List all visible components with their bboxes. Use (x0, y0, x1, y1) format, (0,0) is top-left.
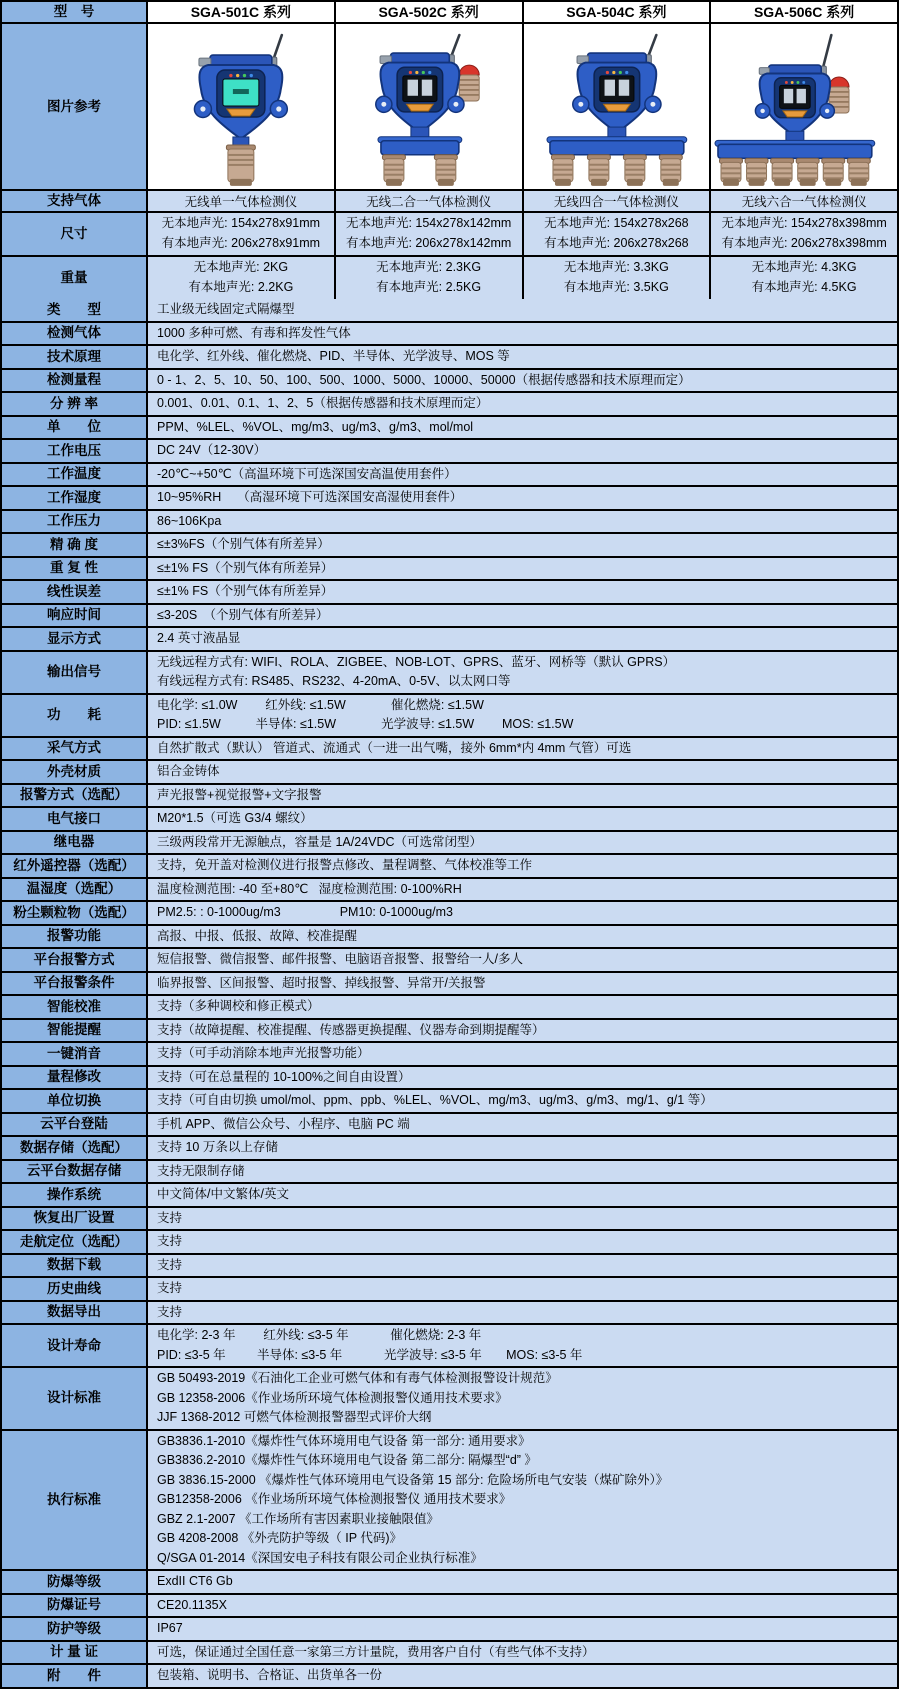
spec-line: IP67 (157, 1621, 183, 1635)
spec-row-value (146, 808, 897, 830)
spec-row-value (146, 1618, 897, 1640)
spec-row-label: 电气接口 (2, 808, 146, 830)
spec-row-value (146, 785, 897, 807)
spec-line: 0.001、0.01、0.1、1、2、5（根据传感器和技术原理而定） (157, 396, 489, 410)
spec-row (2, 971, 897, 995)
weight-label: 重量 (2, 257, 146, 299)
spec-line: GB 50493-2019《石油化工企业可燃气体和有毒气体检测报警设计规范》 (157, 1371, 558, 1385)
spec-row (2, 783, 897, 807)
spec-row-value (146, 417, 897, 439)
spec-row-value (146, 652, 897, 693)
spec-line: 支持（故障提醒、校准提醒、传感器更换提醒、仪器寿命到期提醒等） (157, 1022, 545, 1037)
spec-row (2, 579, 897, 603)
weight-502c (334, 257, 522, 299)
spec-row-label: 云平台登陆 (2, 1114, 146, 1136)
supported-gas-502c: 无线二合一气体检测仪 (334, 191, 522, 211)
spec-row-value (146, 1595, 897, 1617)
spec-row-label: 技术原理 (2, 346, 146, 368)
spec-line: 高报、中报、低报、故障、校准提醒 (157, 928, 358, 943)
spec-line: 支持 (157, 1281, 183, 1295)
spec-row-label: 防爆证号 (2, 1595, 146, 1617)
spec-row (2, 759, 897, 783)
spec-row-value (146, 346, 897, 368)
spec-row-value (146, 1043, 897, 1065)
spec-line: 包装箱、说明书、合格证、出货单各一份 (157, 1668, 383, 1682)
spec-row-label: 工作温度 (2, 464, 146, 486)
spec-line: PID: ≤3-5 年 半导体: ≤3-5 年 光学波导: ≤3-5 年 MOS: ≤3-5 年 (157, 1347, 583, 1362)
spec-line: PPM、%LEL、%VOL、mg/m3、ug/m3、g/m3、mol/mol (157, 419, 474, 434)
spec-row-label: 工作电压 (2, 440, 146, 462)
size-line: 无本地声光: 154x278x91mm (161, 216, 321, 231)
spec-line: ≤3-20S （个别气体有所差异） (157, 607, 329, 622)
spec-row-label: 粉尘颗粒物（选配） (2, 902, 146, 924)
spec-row (2, 462, 897, 486)
spec-row-value (146, 487, 897, 509)
spec-row-label: 继电器 (2, 832, 146, 854)
model-header-sga-502c: SGA-502C 系列 (334, 2, 522, 22)
size-line: 无本地声光: 154x278x268 (544, 216, 689, 231)
model-header-sga-504c: SGA-504C 系列 (522, 2, 710, 22)
size-row (2, 211, 897, 255)
spec-row-label: 响应时间 (2, 605, 146, 627)
spec-row-value (146, 1642, 897, 1664)
spec-row-value (146, 1184, 897, 1206)
size-506c (709, 213, 897, 255)
spec-line: JJF 1368-2012 可燃气体检测报警器型式评价大纲 (157, 1410, 432, 1424)
spec-row (2, 994, 897, 1018)
spec-line: GB3836.1-2010《爆炸性气体环境用电气设备 第一部分: 通用要求》 (157, 1433, 531, 1448)
spec-line: 可选，保证通过全国任意一家第三方计量院，费用客户自付（有些气体不支持） (157, 1644, 595, 1659)
spec-row-label: 数据下载 (2, 1255, 146, 1277)
spec-row (2, 485, 897, 509)
spec-row-label: 执行标准 (2, 1431, 146, 1570)
spec-row-label: 设计标准 (2, 1368, 146, 1429)
spec-row-value (146, 1114, 897, 1136)
spec-row-label: 单位切换 (2, 1090, 146, 1112)
spec-row-value (146, 1137, 897, 1159)
spec-row-value (146, 581, 897, 603)
spec-row-value (146, 628, 897, 650)
spec-line: Q/SGA 01-2014《深国安电子科技有限公司企业执行标准》 (157, 1550, 483, 1565)
spec-row (2, 299, 897, 321)
spec-row-label: 数据导出 (2, 1302, 146, 1324)
spec-row-label: 操作系统 (2, 1184, 146, 1206)
spec-row-label: 数据存储（选配） (2, 1137, 146, 1159)
spec-row-label: 红外遥控器（选配） (2, 855, 146, 877)
spec-row-value (146, 1325, 897, 1366)
spec-line: 2.4 英寸液晶显 (157, 631, 241, 645)
gas-detector-image-sga-502c (334, 24, 522, 189)
spec-row-label: 量程修改 (2, 1067, 146, 1089)
spec-line: 电化学: ≤1.0W 红外线: ≤1.5W 催化燃烧: ≤1.5W (157, 697, 484, 712)
spec-row (2, 438, 897, 462)
weight-line: 有本地声光: 4.5KG (751, 280, 857, 295)
spec-line: DC 24V（12-30V） (157, 443, 267, 457)
spec-row-label: 云平台数据存储 (2, 1161, 146, 1183)
spec-line: CE20.1135X (157, 1597, 227, 1612)
spec-row-label: 采气方式 (2, 738, 146, 760)
spec-row-label: 报警功能 (2, 926, 146, 948)
weight-line: 有本地声光: 2.2KG (188, 280, 294, 295)
spec-row-label: 历史曲线 (2, 1278, 146, 1300)
weight-line: 有本地声光: 3.5KG (563, 280, 669, 295)
spec-line: 0 - 1、2、5、10、50、100、500、1000、5000、10000、50000（根据传感器和技术原理而定） (157, 372, 691, 387)
spec-row (2, 650, 897, 693)
spec-row (2, 1182, 897, 1206)
spec-row (2, 1300, 897, 1324)
spec-line: 自然扩散式（默认） 管道式、流通式（一进一出气嘴，接外 6mm*内 4mm 气管）可选 (157, 740, 632, 755)
spec-row-label: 工作压力 (2, 511, 146, 533)
size-501c (146, 213, 334, 255)
spec-line: 支持（可在总量程的 10-100%之间自由设置） (157, 1069, 411, 1084)
image-row-label: 图片参考 (2, 24, 146, 189)
spec-line: 支持（可手动消除本地声光报警功能） (157, 1046, 370, 1060)
spec-row (2, 830, 897, 854)
spec-row-value (146, 393, 897, 415)
weight-line: 无本地声光: 4.3KG (751, 260, 857, 275)
spec-row-label: 类 型 (2, 299, 146, 321)
image-row (2, 22, 897, 189)
spec-row-label: 重 复 性 (2, 558, 146, 580)
spec-line: M20*1.5（可选 G3/4 螺纹） (157, 811, 313, 825)
spec-line: GB 12358-2006《作业场所环境气体检测报警仪通用技术要求》 (157, 1390, 508, 1405)
spec-row (2, 1640, 897, 1664)
spec-line: ExdII CT6 Gb (157, 1574, 233, 1588)
size-line: 有本地声光: 206x278x91mm (161, 236, 321, 251)
model-header-label: 型 号 (2, 2, 146, 22)
weight-line: 无本地声光: 2.3KG (376, 260, 482, 275)
spec-row-value (146, 464, 897, 486)
spec-row-value (146, 832, 897, 854)
spec-row (2, 391, 897, 415)
model-header-row (2, 2, 897, 22)
weight-line: 有本地声光: 2.5KG (376, 280, 482, 295)
spec-row (2, 1229, 897, 1253)
spec-line: 临界报警、区间报警、超时报警、掉线报警、异常开/关报警 (157, 975, 486, 990)
spec-row-value (146, 558, 897, 580)
spec-row (2, 532, 897, 556)
supported-gas-506c: 无线六合一气体检测仪 (709, 191, 897, 211)
spec-line: 支持 (157, 1210, 183, 1225)
spec-row-value (146, 323, 897, 345)
spec-line: 三级两段常开无源触点，容量是 1A/24VDC（可选常闭型） (157, 834, 483, 849)
spec-row (2, 1366, 897, 1429)
size-line: 有本地声光: 206x278x398mm (721, 236, 887, 251)
spec-row-value (146, 511, 897, 533)
spec-line: 支持 (157, 1257, 183, 1272)
spec-row (2, 947, 897, 971)
spec-row-label: 温湿度（选配） (2, 879, 146, 901)
spec-rows (2, 299, 897, 1687)
spec-line: 支持无限制存储 (157, 1163, 245, 1178)
spec-row (2, 368, 897, 392)
spec-line: 电化学、红外线、催化燃烧、PID、半导体、光学波导、MOS 等 (157, 349, 510, 363)
spec-row-value (146, 1665, 897, 1687)
spec-line: 1000 多种可燃、有毒和挥发性气体 (157, 325, 351, 340)
spec-row-value (146, 534, 897, 556)
spec-row-value (146, 1090, 897, 1112)
weight-line: 无本地声光: 3.3KG (563, 260, 669, 275)
spec-row-label: 附 件 (2, 1665, 146, 1687)
spec-row (2, 344, 897, 368)
spec-row-value (146, 1278, 897, 1300)
supported-gas-501c: 无线单一气体检测仪 (146, 191, 334, 211)
spec-line: 工业级无线固定式隔爆型 (157, 302, 295, 316)
spec-line: GBZ 2.1-2007 《工作场所有害因素职业接触限值》 (157, 1511, 439, 1526)
spec-row-value (146, 1571, 897, 1593)
spec-row-label: 智能校准 (2, 996, 146, 1018)
spec-row (2, 877, 897, 901)
spec-row-label: 平台报警方式 (2, 949, 146, 971)
spec-row-value (146, 1067, 897, 1089)
spec-row (2, 1276, 897, 1300)
spec-row-value (146, 973, 897, 995)
spec-row-label: 设计寿命 (2, 1325, 146, 1366)
spec-row-value (146, 1302, 897, 1324)
spec-row (2, 1616, 897, 1640)
spec-row (2, 1593, 897, 1617)
spec-row (2, 1159, 897, 1183)
spec-line: 支持（可自由切换 umol/mol、ppm、ppb、%LEL、%VOL、mg/m3、ug/m3、g/m3、mg/1、g/1 等） (157, 1093, 713, 1107)
spec-line: 温度检测范围: -40 至+80℃ 湿度检测范围: 0-100%RH (157, 881, 462, 896)
spec-row-label: 走航定位（选配） (2, 1231, 146, 1253)
spec-row-value (146, 855, 897, 877)
weight-504c (522, 257, 710, 299)
spec-line: GB 3836.15-2000 《爆炸性气体环境用电气设备第 15 部分: 危险场所电气安装（煤矿除外）》 (157, 1472, 669, 1487)
spec-row (2, 1429, 897, 1570)
size-line: 有本地声光: 206x278x142mm (345, 236, 512, 251)
gas-detector-image-sga-504c (522, 24, 710, 189)
spec-line: GB3836.2-2010《爆炸性气体环境用电气设备 第二部分: 隔爆型“d” 》 (157, 1453, 537, 1467)
spec-row-value (146, 1255, 897, 1277)
spec-row-value (146, 695, 897, 736)
spec-row-value (146, 879, 897, 901)
spec-row-value (146, 1161, 897, 1183)
supported-gas-row (2, 189, 897, 211)
spec-line: ≤±3%FS（个别气体有所差异） (157, 537, 330, 551)
spec-row (2, 1041, 897, 1065)
spec-row-label: 防护等级 (2, 1618, 146, 1640)
spec-row-value (146, 761, 897, 783)
spec-row-value (146, 1431, 897, 1570)
spec-line: 支持 (157, 1304, 183, 1319)
spec-row (2, 1206, 897, 1230)
spec-row-label: 显示方式 (2, 628, 146, 650)
spec-row-label: 精 确 度 (2, 534, 146, 556)
spec-row-value (146, 1368, 897, 1429)
spec-line: 手机 APP、微信公众号、小程序、电脑 PC 端 (157, 1116, 410, 1131)
spec-line: 10~95%RH （高湿环境下可选深国安高湿使用套件） (157, 490, 463, 504)
spec-row-label: 检测量程 (2, 370, 146, 392)
spec-row (2, 1135, 897, 1159)
spec-row-label: 检测气体 (2, 323, 146, 345)
spec-line: 支持 (157, 1234, 183, 1248)
spec-row-label: 智能提醒 (2, 1020, 146, 1042)
spec-row-value (146, 370, 897, 392)
spec-row (2, 1569, 897, 1593)
weight-501c (146, 257, 334, 299)
spec-row (2, 853, 897, 877)
spec-line: GB 4208-2008 《外壳防护等级（ IP 代码)》 (157, 1531, 402, 1545)
model-header-sga-506c: SGA-506C 系列 (709, 2, 897, 22)
spec-row-label: 分 辨 率 (2, 393, 146, 415)
spec-row (2, 1018, 897, 1042)
spec-row (2, 415, 897, 439)
spec-row-label: 输出信号 (2, 652, 146, 693)
spec-line: 支持，免开盖对检测仪进行报警点修改、量程调整、气体校准等工作 (157, 858, 533, 872)
spec-line: -20℃~+50℃（高温环境下可选深国安高温使用套件） (157, 466, 457, 481)
spec-row-label: 防爆等级 (2, 1571, 146, 1593)
spec-line: 无线远程方式有: WIFI、ROLA、ZIGBEE、NOB-LOT、GPRS、蓝牙、网桥等（默认 GPRS） (157, 654, 676, 669)
spec-row (2, 1663, 897, 1687)
gas-detector-image-sga-506c (709, 24, 897, 189)
spec-row-value (146, 299, 897, 321)
size-502c (334, 213, 522, 255)
spec-row-label: 功 耗 (2, 695, 146, 736)
spec-row (2, 321, 897, 345)
spec-row (2, 806, 897, 830)
spec-line: GB12358-2006 《作业场所环境气体检测报警仪 通用技术要求》 (157, 1492, 512, 1506)
spec-row-label: 单 位 (2, 417, 146, 439)
spec-line: 支持（多种调校和修正模式） (157, 999, 320, 1013)
spec-row (2, 1088, 897, 1112)
spec-row-value (146, 605, 897, 627)
spec-row (2, 924, 897, 948)
weight-row (2, 255, 897, 299)
spec-line: 电化学: 2-3 年 红外线: ≤3-5 年 催化燃烧: 2-3 年 (157, 1328, 482, 1342)
model-header-sga-501c: SGA-501C 系列 (146, 2, 334, 22)
spec-row-label: 平台报警条件 (2, 973, 146, 995)
spec-row-label: 外壳材质 (2, 761, 146, 783)
spec-line: 有线远程方式有: RS485、RS232、4-20mA、0-5V、以太网口等 (157, 674, 511, 688)
spec-line: 中文简体/中文繁体/英文 (157, 1187, 289, 1201)
spec-line: 86~106Kpa (157, 513, 222, 528)
spec-row-value (146, 1020, 897, 1042)
spec-row (2, 556, 897, 580)
spec-row (2, 736, 897, 760)
spec-line: ≤±1% FS（个别气体有所差异） (157, 584, 334, 598)
supported-gas-label: 支持气体 (2, 191, 146, 211)
weight-line: 无本地声光: 2KG (193, 260, 289, 275)
spec-row (2, 1112, 897, 1136)
size-504c (522, 213, 710, 255)
supported-gas-504c: 无线四合一气体检测仪 (522, 191, 710, 211)
spec-line: PM2.5: : 0-1000ug/m3 PM10: 0-1000ug/m3 (157, 905, 453, 919)
spec-row-value (146, 926, 897, 948)
size-line: 无本地声光: 154x278x398mm (721, 216, 887, 231)
spec-row (2, 1323, 897, 1366)
spec-row-label: 报警方式（选配） (2, 785, 146, 807)
spec-line: 铝合金铸体 (157, 764, 220, 778)
spec-row (2, 693, 897, 736)
spec-row-label: 恢复出厂设置 (2, 1208, 146, 1230)
spec-row (2, 1065, 897, 1089)
spec-row-value (146, 949, 897, 971)
spec-row-value (146, 440, 897, 462)
spec-row-value (146, 996, 897, 1018)
spec-line: 短信报警、微信报警、邮件报警、电脑语音报警、报警给一人/多人 (157, 952, 523, 966)
spec-row-label: 一键消音 (2, 1043, 146, 1065)
spec-line: PID: ≤1.5W 半导体: ≤1.5W 光学波导: ≤1.5W MOS: ≤1.5W (157, 717, 574, 731)
spec-row-label: 线性误差 (2, 581, 146, 603)
weight-506c (709, 257, 897, 299)
spec-line: 声光报警+视觉报警+文字报警 (157, 787, 322, 802)
spec-row-value (146, 1231, 897, 1253)
spec-row (2, 509, 897, 533)
size-label: 尺寸 (2, 213, 146, 255)
spec-row (2, 1253, 897, 1277)
spec-row (2, 626, 897, 650)
spec-row (2, 900, 897, 924)
spec-row-label: 计 量 证 (2, 1642, 146, 1664)
spec-line: 支持 10 万条以上存储 (157, 1140, 278, 1154)
size-line: 有本地声光: 206x278x268 (544, 236, 689, 251)
spec-row-value (146, 1208, 897, 1230)
spec-row-label: 工作湿度 (2, 487, 146, 509)
spec-line: ≤±1% FS（个别气体有所差异） (157, 560, 334, 575)
size-line: 无本地声光: 154x278x142mm (345, 216, 512, 231)
spec-row (2, 603, 897, 627)
spec-row-value (146, 738, 897, 760)
spec-row-value (146, 902, 897, 924)
gas-detector-image-sga-501c (146, 24, 334, 189)
